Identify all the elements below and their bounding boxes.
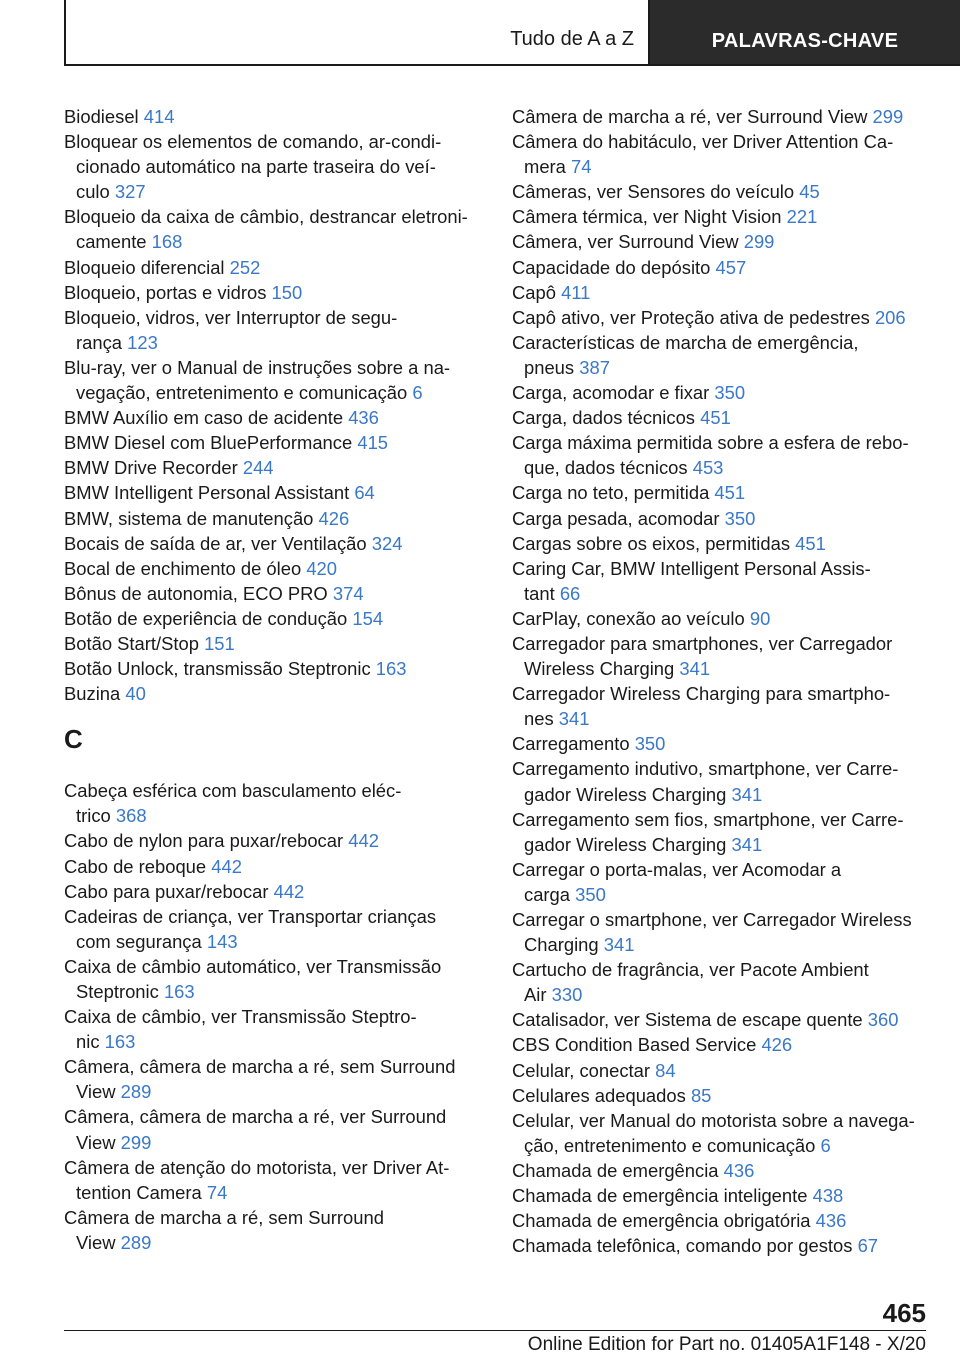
page-reference-link[interactable]: 442 xyxy=(273,880,305,902)
index-entry xyxy=(512,104,932,129)
index-entry xyxy=(64,778,484,828)
index-entry-text: Carga pesada, acomodar xyxy=(512,507,720,529)
page-reference-link[interactable]: 442 xyxy=(211,855,242,877)
page-reference-link[interactable]: 66 xyxy=(559,582,581,604)
index-entry xyxy=(512,1007,932,1032)
index-entry-text: Bloqueio, portas e vidros xyxy=(64,281,267,303)
index-entry-text: Botão Unlock, transmissão Steptronic xyxy=(64,658,371,680)
index-entry xyxy=(512,280,932,305)
page-reference-link[interactable]: 64 xyxy=(354,482,375,504)
index-entry-text: Chamada de emergência inteligente xyxy=(512,1185,808,1207)
page-reference-link[interactable]: 74 xyxy=(206,1181,228,1203)
index-entry-text: Câmera de marcha a ré, sem Surround xyxy=(64,1206,384,1228)
index-entry-text: Caixa de câmbio, ver Transmissão Steptro- xyxy=(64,1006,417,1028)
index-entry-text: camente xyxy=(76,231,147,253)
index-entry-text: Bloqueio diferencial xyxy=(64,256,225,278)
index-entry-text: Celular, ver Manual do motorista sobre a navega- xyxy=(512,1109,915,1131)
page-reference-link[interactable]: 411 xyxy=(561,281,591,303)
index-entry xyxy=(512,1208,932,1233)
index-entry xyxy=(512,857,932,907)
index-entry xyxy=(64,1054,484,1104)
index-entry xyxy=(512,405,932,430)
page-reference-link[interactable]: 350 xyxy=(575,883,606,905)
index-entry-text: vegação, entretenimento e comunicação xyxy=(76,382,408,404)
index-entry xyxy=(512,1158,932,1183)
index-entry-text: mera xyxy=(524,156,566,178)
index-entry-text: Cargas sobre os eixos, permitidas xyxy=(512,532,791,554)
page-reference-link[interactable]: 457 xyxy=(715,256,747,278)
index-entry xyxy=(512,606,932,631)
page-reference-link[interactable]: 436 xyxy=(723,1159,755,1181)
index-entry-text: com segurança xyxy=(76,930,202,952)
index-entry xyxy=(64,1004,484,1054)
index-entry xyxy=(512,731,932,756)
page-reference-link[interactable]: 84 xyxy=(655,1059,676,1081)
page-reference-link[interactable]: 414 xyxy=(143,106,175,127)
index-entry-text: Catalisador, ver Sistema de escape quente xyxy=(512,1009,863,1031)
index-entry xyxy=(64,430,484,455)
index-entry-text: View xyxy=(76,1131,116,1153)
index-entry xyxy=(512,907,932,957)
index-entry-text: Carga, dados técnicos xyxy=(512,407,695,429)
index-entry-text: Carregar o porta-malas, ver Acomodar a xyxy=(512,858,842,880)
page-reference-link[interactable]: 221 xyxy=(786,206,818,228)
page-reference-link[interactable]: 299 xyxy=(743,231,775,253)
index-entry-text: View xyxy=(76,1081,116,1103)
index-entry xyxy=(512,229,932,254)
page-reference-link[interactable]: 289 xyxy=(120,1081,152,1103)
index-entry xyxy=(512,480,932,505)
index-entry-text: que, dados técnicos xyxy=(524,457,688,479)
index-entry-text: Cabo de reboque xyxy=(64,855,207,877)
index-entry xyxy=(512,204,932,229)
index-entry-text: Celular, conectar xyxy=(512,1059,651,1081)
index-entry-text: Botão Start/Stop xyxy=(64,632,199,654)
index-entry-text: CBS Condition Based Service xyxy=(512,1034,757,1056)
index-entry xyxy=(512,330,932,380)
index-column-left xyxy=(64,104,484,1255)
page-reference-link[interactable]: 451 xyxy=(714,482,746,504)
page-reference-link[interactable]: 154 xyxy=(352,607,384,629)
index-entry-text: carga xyxy=(524,883,571,905)
index-entry-text: BMW Intelligent Personal Assistant xyxy=(64,482,350,504)
index-entry xyxy=(512,179,932,204)
index-entry xyxy=(64,606,484,631)
index-entry-text: rança xyxy=(76,331,123,353)
page-reference-link[interactable]: 374 xyxy=(332,582,364,604)
index-entry-text: Bocal de enchimento de óleo xyxy=(64,557,302,579)
index-entry-text: View xyxy=(76,1231,116,1253)
index-entry-text: Câmera térmica, ver Night Vision xyxy=(512,206,782,228)
header-section-title: Tudo de A a Z xyxy=(510,28,634,50)
index-entry-text: Câmera do habitáculo, ver Driver Attention Ca- xyxy=(512,131,894,153)
page-reference-link[interactable]: 420 xyxy=(306,557,338,579)
page-reference-link[interactable]: 151 xyxy=(204,632,235,654)
index-entry xyxy=(64,556,484,581)
index-entry-text: Carregador Wireless Charging para smartpho- xyxy=(512,683,891,705)
page-reference-link[interactable]: 350 xyxy=(724,507,756,529)
index-entry-text: Capacidade do depósito xyxy=(512,256,711,278)
page-reference-link[interactable]: 143 xyxy=(206,930,238,952)
page-reference-link[interactable]: 163 xyxy=(375,658,407,680)
page-reference-link[interactable]: 74 xyxy=(571,156,592,178)
page-reference-link[interactable]: 451 xyxy=(700,407,731,429)
index-entry xyxy=(64,581,484,606)
index-entry-text: Câmeras, ver Sensores do veículo xyxy=(512,181,795,203)
page-reference-link[interactable]: 244 xyxy=(242,457,274,479)
index-entry-text: gador Wireless Charging xyxy=(524,783,727,805)
index-entry xyxy=(64,1104,484,1154)
page-reference-link[interactable]: 67 xyxy=(857,1235,879,1257)
index-entry xyxy=(64,355,484,405)
index-entry xyxy=(512,305,932,330)
page-reference-link[interactable]: 436 xyxy=(815,1210,847,1232)
index-entry xyxy=(64,255,484,280)
index-entry-text: Buzina xyxy=(64,683,121,705)
page-reference-link[interactable]: 330 xyxy=(551,984,583,1006)
index-entry-text: Bônus de autonomia, ECO PRO xyxy=(64,582,328,604)
index-entry xyxy=(64,904,484,954)
index-entry-text: Carga no teto, permitida xyxy=(512,482,710,504)
index-entry xyxy=(512,255,932,280)
page-reference-link[interactable]: 6 xyxy=(820,1134,831,1156)
index-entry-text: Capô xyxy=(512,281,556,303)
index-entry xyxy=(512,1108,932,1158)
index-entry xyxy=(512,556,932,606)
index-list-c xyxy=(64,778,484,1255)
page-reference-link[interactable]: 163 xyxy=(163,981,195,1002)
page-reference-link[interactable]: 360 xyxy=(867,1009,899,1031)
index-entry-text: pneus xyxy=(524,356,575,378)
index-entry-text: Chamada de emergência xyxy=(512,1159,719,1181)
index-list-b xyxy=(64,104,484,706)
page-number: 465 xyxy=(882,1298,926,1328)
index-entry-text: BMW Diesel com BluePerformance xyxy=(64,432,353,454)
index-entry-text: Câmera, ver Surround View xyxy=(512,231,739,253)
page-reference-link[interactable]: 150 xyxy=(271,281,303,303)
index-entry xyxy=(64,480,484,505)
index-entry-text: Bocais de saída de ar, ver Ventilação xyxy=(64,532,367,554)
page-reference-link[interactable]: 324 xyxy=(371,532,403,554)
page-reference-link[interactable]: 341 xyxy=(603,934,635,956)
page-reference-link[interactable]: 341 xyxy=(731,783,763,805)
index-entry-text: Botão de experiência de condução xyxy=(64,607,348,629)
page-reference-link[interactable]: 90 xyxy=(749,607,771,629)
index-entry xyxy=(512,531,932,556)
index-entry-text: Cadeiras de criança, ver Transportar crianças xyxy=(64,905,437,927)
index-entry-text: Air xyxy=(524,984,547,1006)
index-entry-text: ção, entretenimento e comunicação xyxy=(524,1134,816,1156)
index-entry xyxy=(64,656,484,681)
index-entry-text: tant xyxy=(524,582,555,604)
index-entry xyxy=(512,681,932,731)
page-reference-link[interactable]: 426 xyxy=(318,507,350,529)
index-entry xyxy=(512,1183,932,1208)
index-entry xyxy=(64,405,484,430)
index-entry xyxy=(64,954,484,1004)
page-reference-link[interactable]: 299 xyxy=(120,1131,152,1153)
index-entry xyxy=(512,129,932,179)
index-entry-text: Capô ativo, ver Proteção ativa de pedestres xyxy=(512,306,870,328)
index-entry-text: cionado automático na parte traseira do veí- xyxy=(76,156,436,178)
page-reference-link[interactable]: 415 xyxy=(357,432,389,454)
index-entry-text: Carregamento xyxy=(512,733,630,755)
index-entry-text: tention Camera xyxy=(76,1181,202,1203)
index-entry xyxy=(64,828,484,853)
index-entry-text: Carga, acomodar e fixar xyxy=(512,382,710,404)
index-entry xyxy=(512,1058,932,1083)
index-entry-text: Wireless Charging xyxy=(524,658,675,680)
letter-heading: C xyxy=(64,724,83,755)
index-entry-text: Carregar o smartphone, ver Carregador Wireless xyxy=(512,909,912,930)
index-entry xyxy=(512,807,932,857)
index-entry xyxy=(512,506,932,531)
index-entry xyxy=(64,879,484,904)
page-reference-link[interactable]: 252 xyxy=(229,256,261,278)
index-entry-text: Chamada de emergência obrigatória xyxy=(512,1210,811,1232)
page-reference-link[interactable]: 289 xyxy=(120,1231,152,1253)
index-entry-text: CarPlay, conexão ao veículo xyxy=(512,607,745,629)
index-entry xyxy=(512,380,932,405)
index-entry xyxy=(512,756,932,806)
index-entry xyxy=(64,455,484,480)
index-entry-text: Blu-ray, ver o Manual de instruções sobre a na- xyxy=(64,356,451,378)
page-reference-link[interactable]: 299 xyxy=(872,106,904,127)
index-entry xyxy=(512,430,932,480)
index-entry-text: Características de marcha de emergência, xyxy=(512,331,859,353)
index-entry-text: Câmera, câmera de marcha a ré, sem Surround xyxy=(64,1056,456,1078)
index-entry-text: Cabeça esférica com basculamento eléc- xyxy=(64,780,402,802)
index-entry xyxy=(64,531,484,556)
index-entry-text: Cabo de nylon para puxar/rebocar xyxy=(64,830,344,852)
footer-edition: Online Edition for Part no. 01405A1F148 - X/20 xyxy=(527,1334,926,1355)
index-list-c-continued xyxy=(512,104,932,1258)
index-entry-text: BMW, sistema de manutenção xyxy=(64,507,314,529)
index-entry-text: Câmera de atenção do motorista, ver Driver At- xyxy=(64,1156,450,1178)
header-left-rule xyxy=(64,0,66,66)
page-reference-link[interactable]: 6 xyxy=(412,382,423,404)
page-reference-link[interactable]: 40 xyxy=(125,683,146,705)
index-entry-text: BMW Auxílio em caso de acidente xyxy=(64,407,344,429)
header-chapter-label: PALAVRAS-CHAVE xyxy=(711,29,899,52)
index-column-right xyxy=(512,104,932,1258)
index-entry xyxy=(64,854,484,879)
index-entry-text: Cartucho de fragrância, ver Pacote Ambient xyxy=(512,959,869,981)
header-rule xyxy=(64,64,960,66)
index-entry-text: Charging xyxy=(524,934,599,956)
page-reference-link[interactable]: 442 xyxy=(348,830,379,852)
index-entry-text: Celulares adequados xyxy=(512,1084,686,1106)
index-entry-text: Cabo para puxar/rebocar xyxy=(64,880,269,902)
footer-rule xyxy=(64,1330,926,1331)
page-reference-link[interactable]: 368 xyxy=(115,805,147,827)
page-reference-link[interactable]: 451 xyxy=(795,532,826,554)
index-entry-text: Bloquear os elementos de comando, ar-condi- xyxy=(64,131,442,153)
page-reference-link[interactable]: 426 xyxy=(761,1034,793,1056)
index-entry xyxy=(512,1233,932,1258)
index-entry-text: Carga máxima permitida sobre a esfera de rebo- xyxy=(512,432,909,454)
index-entry xyxy=(512,957,932,1007)
index-entry-text: culo xyxy=(76,181,110,203)
page-reference-link[interactable]: 168 xyxy=(151,231,183,253)
page-reference-link[interactable]: 163 xyxy=(104,1031,136,1053)
index-entry-text: Bloqueio da caixa de câmbio, destrancar eletroni- xyxy=(64,206,468,228)
index-entry-text: Caring Car, BMW Intelligent Personal Assis- xyxy=(512,557,871,579)
page-reference-link[interactable]: 350 xyxy=(714,382,746,404)
page-reference-link[interactable]: 123 xyxy=(127,331,158,353)
page-reference-link[interactable]: 341 xyxy=(731,833,763,855)
index-entry xyxy=(64,305,484,355)
index-entry-text: Biodiesel xyxy=(64,106,139,127)
index-entry xyxy=(64,1155,484,1205)
index-entry-text: Carregamento indutivo, smartphone, ver Carre- xyxy=(512,758,899,780)
page-reference-link[interactable]: 438 xyxy=(812,1185,844,1207)
index-entry-text: gador Wireless Charging xyxy=(524,833,727,855)
index-entry-text: Carregamento sem fios, smartphone, ver Carre- xyxy=(512,808,904,830)
index-entry xyxy=(64,1205,484,1255)
index-entry-text: Steptronic xyxy=(76,981,159,1002)
page-reference-link[interactable]: 436 xyxy=(348,407,379,429)
page-reference-link[interactable]: 341 xyxy=(679,658,711,680)
header-chapter-tab xyxy=(650,0,960,64)
index-entry xyxy=(64,129,484,204)
index-entry xyxy=(64,280,484,305)
page-reference-link[interactable]: 45 xyxy=(799,181,820,203)
page-reference-link[interactable]: 341 xyxy=(558,708,590,730)
index-entry-text: nic xyxy=(76,1031,100,1053)
index-entry-text: Bloqueio, vidros, ver Interruptor de segu- xyxy=(64,306,398,328)
page-reference-link[interactable]: 327 xyxy=(114,181,146,203)
index-entry xyxy=(64,631,484,656)
index-entry xyxy=(512,1032,932,1057)
index-entry-text: Câmera de marcha a ré, ver Surround View xyxy=(512,106,868,127)
page-reference-link[interactable]: 85 xyxy=(690,1084,712,1106)
index-entry xyxy=(64,104,484,129)
index-entry xyxy=(512,631,932,681)
index-entry-text: BMW Drive Recorder xyxy=(64,457,238,479)
index-entry-text: trico xyxy=(76,805,111,827)
index-entry-text: nes xyxy=(524,708,554,730)
index-entry xyxy=(64,204,484,254)
page-reference-link[interactable]: 350 xyxy=(634,733,666,755)
index-entry-text: Chamada telefônica, comando por gestos xyxy=(512,1235,853,1257)
index-entry xyxy=(64,506,484,531)
index-entry-text: Caixa de câmbio automático, ver Transmissão xyxy=(64,955,442,977)
index-entry-text: Câmera, câmera de marcha a ré, ver Surround xyxy=(64,1106,447,1128)
page-reference-link[interactable]: 387 xyxy=(579,356,610,378)
page-reference-link[interactable]: 453 xyxy=(692,457,724,479)
index-entry xyxy=(64,681,484,706)
page-reference-link[interactable]: 206 xyxy=(874,306,906,328)
index-entry-text: Carregador para smartphones, ver Carregador xyxy=(512,632,893,654)
index-entry xyxy=(512,1083,932,1108)
